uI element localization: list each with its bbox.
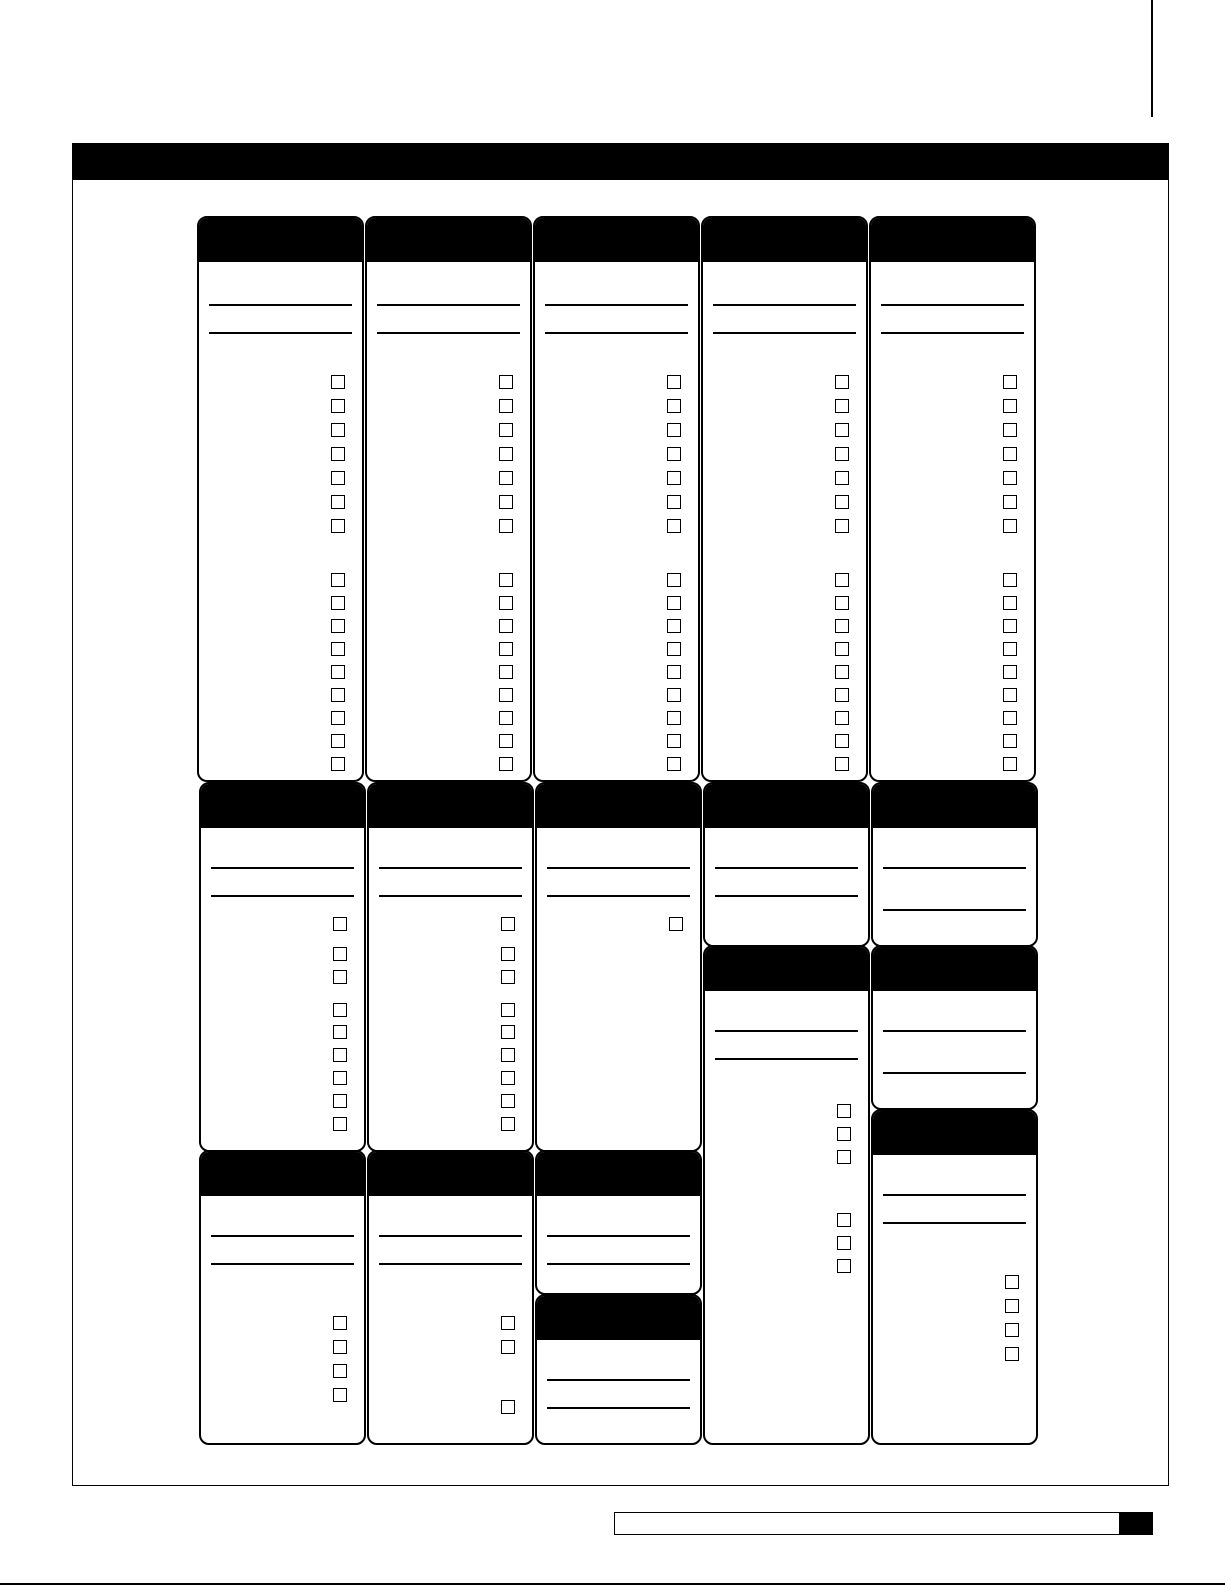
checkbox[interactable] [835,734,849,748]
write-in-line[interactable] [379,1235,522,1237]
checkbox[interactable] [667,423,681,437]
card-header [367,218,530,262]
checkbox[interactable] [837,1236,851,1250]
card-header [873,784,1036,828]
checkbox[interactable] [501,947,515,961]
write-in-line[interactable] [883,909,1026,911]
checkbox[interactable] [499,619,513,633]
checkbox[interactable] [837,1259,851,1273]
write-in-line[interactable] [545,304,688,306]
write-in-line[interactable] [715,895,858,897]
form-card-r3c1 [199,1150,366,1445]
checkbox[interactable] [667,519,681,533]
write-in-line[interactable] [881,332,1024,334]
write-in-line[interactable] [379,1263,522,1265]
checkbox[interactable] [1003,399,1017,413]
write-in-line[interactable] [883,867,1026,869]
write-in-line[interactable] [547,1263,690,1265]
checkbox[interactable] [835,596,849,610]
checkbox[interactable] [501,1094,515,1108]
checkbox[interactable] [331,447,345,461]
write-in-line[interactable] [211,1235,354,1237]
checkbox[interactable] [499,519,513,533]
write-in-line[interactable] [377,304,520,306]
checkbox[interactable] [331,375,345,389]
checkbox[interactable] [333,917,347,931]
write-in-line[interactable] [547,867,690,869]
checkbox[interactable] [1005,1299,1019,1313]
write-in-line[interactable] [377,332,520,334]
checkbox[interactable] [331,619,345,633]
checkbox[interactable] [1005,1275,1019,1289]
checkbox[interactable] [499,596,513,610]
checkbox[interactable] [1003,688,1017,702]
checkbox[interactable] [333,970,347,984]
checkbox[interactable] [837,1127,851,1141]
card-header [537,1296,700,1340]
checkbox[interactable] [669,917,683,931]
write-in-line[interactable] [211,895,354,897]
checkbox[interactable] [499,665,513,679]
write-in-line[interactable] [883,1222,1026,1224]
write-in-line[interactable] [713,332,856,334]
checkbox[interactable] [835,375,849,389]
write-in-line[interactable] [545,332,688,334]
checkbox[interactable] [667,665,681,679]
checkbox[interactable] [667,757,681,771]
checkbox[interactable] [1003,596,1017,610]
checkbox[interactable] [501,1025,515,1039]
checkbox[interactable] [835,447,849,461]
write-in-line[interactable] [547,895,690,897]
write-in-line[interactable] [883,1194,1026,1196]
checkbox[interactable] [501,970,515,984]
form-title-band [72,143,1169,180]
write-in-line[interactable] [209,304,352,306]
checkbox[interactable] [1003,423,1017,437]
form-card-r2c2 [367,782,534,1152]
form-card-r2c3 [535,782,702,1152]
write-in-line[interactable] [883,1030,1026,1032]
checkbox[interactable] [499,688,513,702]
checkbox[interactable] [331,688,345,702]
checkbox[interactable] [835,495,849,509]
card-header [705,784,868,828]
checkbox[interactable] [333,1316,347,1330]
checkbox[interactable] [1003,619,1017,633]
checkbox[interactable] [837,1104,851,1118]
checkbox[interactable] [1003,711,1017,725]
checkbox[interactable] [667,495,681,509]
footer-bar [614,1512,1153,1535]
checkbox[interactable] [499,757,513,771]
checkbox[interactable] [499,495,513,509]
checkbox[interactable] [331,734,345,748]
form-card-r2c4b [703,945,870,1445]
checkbox[interactable] [331,757,345,771]
checkbox[interactable] [331,711,345,725]
checkbox[interactable] [501,1003,515,1017]
checkbox[interactable] [1003,471,1017,485]
checkbox[interactable] [501,1048,515,1062]
checkbox[interactable] [835,423,849,437]
checkbox[interactable] [499,642,513,656]
form-card-r3c3b [535,1294,702,1445]
checkbox[interactable] [501,1316,515,1330]
form-card-r3c2 [367,1150,534,1445]
checkbox[interactable] [333,1048,347,1062]
write-in-line[interactable] [881,304,1024,306]
checkbox[interactable] [667,447,681,461]
checkbox[interactable] [333,1388,347,1402]
card-header [201,1152,364,1196]
checkbox[interactable] [835,688,849,702]
card-header [369,784,532,828]
checkbox[interactable] [1003,757,1017,771]
checkbox[interactable] [667,688,681,702]
card-header [201,784,364,828]
checkbox[interactable] [667,619,681,633]
form-card-r1c2 [365,216,532,782]
write-in-line[interactable] [715,1058,858,1060]
card-header [199,218,362,262]
checkbox[interactable] [331,665,345,679]
checkbox[interactable] [667,573,681,587]
card-header [873,1111,1036,1155]
checkbox[interactable] [835,519,849,533]
checkbox[interactable] [835,399,849,413]
checkbox[interactable] [499,471,513,485]
checkbox[interactable] [667,734,681,748]
write-in-line[interactable] [547,1407,690,1409]
checkbox[interactable] [1003,375,1017,389]
checkbox[interactable] [331,642,345,656]
checkbox[interactable] [333,1003,347,1017]
checkbox[interactable] [1003,642,1017,656]
write-in-line[interactable] [547,1235,690,1237]
checkbox[interactable] [501,1400,515,1414]
checkbox[interactable] [331,495,345,509]
checkbox[interactable] [331,423,345,437]
checkbox[interactable] [333,1340,347,1354]
checkbox[interactable] [499,423,513,437]
checkbox[interactable] [501,917,515,931]
checkbox[interactable] [331,399,345,413]
write-in-line[interactable] [379,895,522,897]
card-header [537,784,700,828]
form-card-r2c1 [199,782,366,1152]
checkbox[interactable] [499,399,513,413]
form-card-r1c3 [533,216,700,782]
write-in-line[interactable] [713,304,856,306]
card-header [873,947,1036,991]
checkbox[interactable] [835,757,849,771]
checkbox[interactable] [1003,519,1017,533]
checkbox[interactable] [835,642,849,656]
write-in-line[interactable] [715,867,858,869]
checkbox[interactable] [499,711,513,725]
checkbox[interactable] [501,1340,515,1354]
checkbox[interactable] [499,573,513,587]
card-header [535,218,698,262]
form-card-r3c3a [535,1150,702,1295]
checkbox[interactable] [331,596,345,610]
checkbox[interactable] [835,711,849,725]
checkbox[interactable] [835,471,849,485]
checkbox[interactable] [333,947,347,961]
checkbox[interactable] [333,1094,347,1108]
card-header [537,1152,700,1196]
checkbox[interactable] [331,573,345,587]
checkbox[interactable] [1003,734,1017,748]
write-in-line[interactable] [715,1030,858,1032]
write-in-line[interactable] [547,1379,690,1381]
write-in-line[interactable] [883,1072,1026,1074]
checkbox[interactable] [331,471,345,485]
checkbox[interactable] [667,711,681,725]
card-header [705,947,868,991]
form-card-r1c1 [197,216,364,782]
checkbox[interactable] [333,1071,347,1085]
checkbox[interactable] [837,1213,851,1227]
checkbox[interactable] [499,734,513,748]
checkbox[interactable] [837,1150,851,1164]
checkbox[interactable] [667,596,681,610]
form-card-r1c5 [869,216,1036,782]
form-card-r2c5a [871,782,1038,947]
card-header [369,1152,532,1196]
checkbox[interactable] [1003,573,1017,587]
checkbox[interactable] [333,1364,347,1378]
corner-rule [1151,0,1153,117]
checkbox[interactable] [835,573,849,587]
checkbox[interactable] [1003,447,1017,461]
checkbox[interactable] [667,399,681,413]
checkbox[interactable] [501,1117,515,1131]
checkbox[interactable] [667,642,681,656]
checkbox[interactable] [1003,495,1017,509]
write-in-line[interactable] [211,1263,354,1265]
checkbox[interactable] [1005,1323,1019,1337]
form-card-r3c5 [871,1109,1038,1445]
checkbox[interactable] [835,619,849,633]
card-header [871,218,1034,262]
form-card-r2c5b [871,945,1038,1110]
form-card-r1c4 [701,216,868,782]
checkbox[interactable] [835,665,849,679]
page-number-tab [1119,1512,1153,1535]
checkbox[interactable] [501,1071,515,1085]
card-header [703,218,866,262]
checkbox[interactable] [499,375,513,389]
checkbox[interactable] [333,1025,347,1039]
checkbox[interactable] [333,1117,347,1131]
checkbox[interactable] [499,447,513,461]
form-card-r2c4a [703,782,870,947]
checkbox[interactable] [667,375,681,389]
write-in-line[interactable] [211,867,354,869]
write-in-line[interactable] [209,332,352,334]
checkbox[interactable] [331,519,345,533]
checkbox[interactable] [1005,1347,1019,1361]
checkbox[interactable] [667,471,681,485]
write-in-line[interactable] [379,867,522,869]
checkbox[interactable] [1003,665,1017,679]
